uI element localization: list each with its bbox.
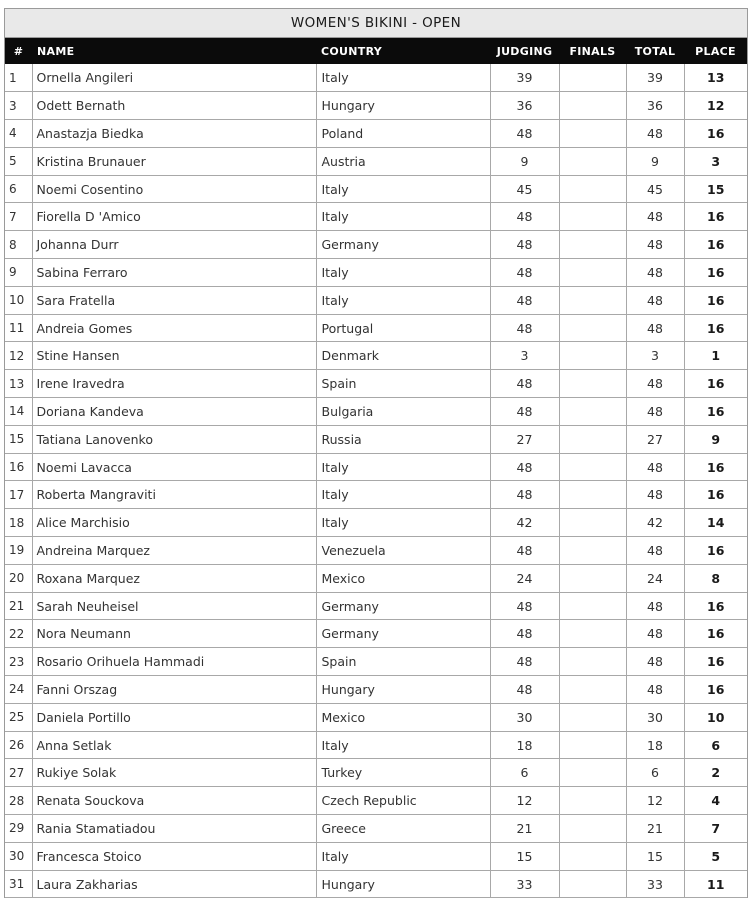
- cell-name: Sara Fratella: [32, 286, 316, 314]
- cell-place: 6: [684, 731, 747, 759]
- cell-number: 8: [5, 231, 32, 259]
- table-row: [5, 842, 747, 870]
- cell-place: 4: [684, 787, 747, 815]
- table-row: [5, 815, 747, 843]
- cell-judging: 48: [490, 286, 559, 314]
- cell-total: 48: [626, 648, 684, 676]
- table-row: [5, 370, 747, 398]
- table-row: [5, 259, 747, 287]
- table-row: [5, 286, 747, 314]
- cell-place: 16: [684, 592, 747, 620]
- cell-judging: 48: [490, 259, 559, 287]
- cell-place: 16: [684, 620, 747, 648]
- cell-finals: [559, 175, 626, 203]
- cell-country: Turkey: [316, 759, 490, 787]
- cell-name: Irene Iravedra: [32, 370, 316, 398]
- cell-finals: [559, 592, 626, 620]
- cell-total: 48: [626, 314, 684, 342]
- cell-total: 48: [626, 370, 684, 398]
- table-row: [5, 592, 747, 620]
- table-row: [5, 787, 747, 815]
- cell-place: 16: [684, 398, 747, 426]
- cell-country: Germany: [316, 620, 490, 648]
- cell-name: Francesca Stoico: [32, 842, 316, 870]
- cell-name: Nora Neumann: [32, 620, 316, 648]
- table-row: [5, 537, 747, 565]
- cell-total: 3: [626, 342, 684, 370]
- cell-place: 2: [684, 759, 747, 787]
- cell-country: Italy: [316, 175, 490, 203]
- cell-finals: [559, 203, 626, 231]
- table-row: [5, 509, 747, 537]
- table-row: [5, 92, 747, 120]
- cell-country: Portugal: [316, 314, 490, 342]
- cell-finals: [559, 870, 626, 898]
- cell-judging: 48: [490, 231, 559, 259]
- cell-judging: 12: [490, 787, 559, 815]
- cell-judging: 48: [490, 370, 559, 398]
- cell-finals: [559, 703, 626, 731]
- header-name: NAME: [37, 44, 75, 58]
- cell-judging: 21: [490, 815, 559, 843]
- table-row: [5, 203, 747, 231]
- cell-place: 16: [684, 481, 747, 509]
- cell-number: 6: [5, 175, 32, 203]
- cell-judging: 48: [490, 453, 559, 481]
- cell-finals: [559, 648, 626, 676]
- cell-judging: 9: [490, 147, 559, 175]
- table-row: [5, 759, 747, 787]
- cell-judging: 30: [490, 703, 559, 731]
- cell-number: 17: [5, 481, 32, 509]
- cell-total: 36: [626, 92, 684, 120]
- table-row: [5, 564, 747, 592]
- cell-number: 29: [5, 815, 32, 843]
- cell-name: Fanni Orszag: [32, 676, 316, 704]
- cell-finals: [559, 92, 626, 120]
- cell-country: Italy: [316, 64, 490, 92]
- cell-total: 48: [626, 398, 684, 426]
- cell-finals: [559, 425, 626, 453]
- cell-name: Ornella Angileri: [32, 64, 316, 92]
- cell-number: 3: [5, 92, 32, 120]
- cell-total: 48: [626, 620, 684, 648]
- table-row: [5, 64, 747, 92]
- cell-finals: [559, 787, 626, 815]
- cell-country: Czech Republic: [316, 787, 490, 815]
- cell-place: 16: [684, 314, 747, 342]
- table-row: [5, 398, 747, 426]
- results-sheet: [4, 8, 748, 898]
- cell-number: 16: [5, 453, 32, 481]
- table-row: [5, 314, 747, 342]
- cell-name: Kristina Brunauer: [32, 147, 316, 175]
- header-total: TOTAL: [634, 44, 676, 58]
- cell-total: 48: [626, 592, 684, 620]
- cell-place: 12: [684, 92, 747, 120]
- cell-total: 48: [626, 537, 684, 565]
- cell-number: 14: [5, 398, 32, 426]
- cell-number: 21: [5, 592, 32, 620]
- cell-place: 5: [684, 842, 747, 870]
- cell-number: 4: [5, 120, 32, 148]
- cell-finals: [559, 537, 626, 565]
- cell-country: Venezuela: [316, 537, 490, 565]
- cell-place: 15: [684, 175, 747, 203]
- cell-judging: 48: [490, 592, 559, 620]
- cell-country: Italy: [316, 842, 490, 870]
- cell-number: 24: [5, 676, 32, 704]
- cell-finals: [559, 509, 626, 537]
- table-row: [5, 425, 747, 453]
- cell-place: 16: [684, 120, 747, 148]
- cell-number: 19: [5, 537, 32, 565]
- cell-total: 24: [626, 564, 684, 592]
- cell-country: Hungary: [316, 870, 490, 898]
- cell-name: Sabina Ferraro: [32, 259, 316, 287]
- cell-finals: [559, 564, 626, 592]
- cell-finals: [559, 815, 626, 843]
- cell-total: 18: [626, 731, 684, 759]
- cell-total: 21: [626, 815, 684, 843]
- cell-name: Doriana Kandeva: [32, 398, 316, 426]
- cell-country: Bulgaria: [316, 398, 490, 426]
- cell-name: Noemi Cosentino: [32, 175, 316, 203]
- cell-number: 9: [5, 259, 32, 287]
- cell-number: 27: [5, 759, 32, 787]
- cell-number: 26: [5, 731, 32, 759]
- table-row: [5, 481, 747, 509]
- cell-country: Italy: [316, 481, 490, 509]
- cell-name: Laura Zakharias: [32, 870, 316, 898]
- cell-number: 12: [5, 342, 32, 370]
- cell-place: 9: [684, 425, 747, 453]
- cell-name: Tatiana Lanovenko: [32, 425, 316, 453]
- cell-number: 11: [5, 314, 32, 342]
- cell-country: Germany: [316, 592, 490, 620]
- cell-judging: 48: [490, 203, 559, 231]
- cell-name: Rosario Orihuela Hammadi: [32, 648, 316, 676]
- cell-judging: 48: [490, 537, 559, 565]
- cell-finals: [559, 120, 626, 148]
- cell-country: Russia: [316, 425, 490, 453]
- cell-total: 48: [626, 481, 684, 509]
- cell-country: Italy: [316, 286, 490, 314]
- cell-total: 48: [626, 231, 684, 259]
- cell-name: Andreia Gomes: [32, 314, 316, 342]
- cell-finals: [559, 759, 626, 787]
- cell-judging: 3: [490, 342, 559, 370]
- cell-number: 5: [5, 147, 32, 175]
- cell-total: 30: [626, 703, 684, 731]
- cell-country: Italy: [316, 509, 490, 537]
- cell-finals: [559, 620, 626, 648]
- cell-judging: 48: [490, 398, 559, 426]
- cell-judging: 45: [490, 175, 559, 203]
- cell-total: 42: [626, 509, 684, 537]
- table-row: [5, 231, 747, 259]
- table-row: [5, 120, 747, 148]
- cell-number: 31: [5, 870, 32, 898]
- cell-country: Poland: [316, 120, 490, 148]
- table-row: [5, 676, 747, 704]
- cell-finals: [559, 314, 626, 342]
- cell-finals: [559, 64, 626, 92]
- cell-number: 25: [5, 703, 32, 731]
- cell-place: 16: [684, 453, 747, 481]
- header-number: #: [13, 44, 24, 58]
- table-row: [5, 620, 747, 648]
- table-row: [5, 175, 747, 203]
- cell-finals: [559, 676, 626, 704]
- cell-place: 8: [684, 564, 747, 592]
- cell-finals: [559, 370, 626, 398]
- cell-place: 11: [684, 870, 747, 898]
- table-row: [5, 870, 747, 898]
- cell-country: Hungary: [316, 92, 490, 120]
- header-country: COUNTRY: [321, 44, 382, 58]
- cell-judging: 48: [490, 648, 559, 676]
- cell-country: Austria: [316, 147, 490, 175]
- cell-finals: [559, 453, 626, 481]
- cell-country: Italy: [316, 203, 490, 231]
- cell-place: 13: [684, 64, 747, 92]
- cell-judging: 48: [490, 481, 559, 509]
- cell-name: Anastazja Biedka: [32, 120, 316, 148]
- results-table: [5, 38, 747, 898]
- cell-judging: 24: [490, 564, 559, 592]
- cell-total: 48: [626, 203, 684, 231]
- cell-number: 1: [5, 64, 32, 92]
- table-body: [5, 64, 747, 898]
- cell-total: 33: [626, 870, 684, 898]
- cell-name: Anna Setlak: [32, 731, 316, 759]
- cell-total: 9: [626, 147, 684, 175]
- cell-finals: [559, 286, 626, 314]
- cell-finals: [559, 231, 626, 259]
- table-title: WOMEN'S BIKINI - OPEN: [5, 8, 747, 38]
- cell-place: 16: [684, 231, 747, 259]
- cell-finals: [559, 147, 626, 175]
- cell-country: Greece: [316, 815, 490, 843]
- cell-place: 16: [684, 648, 747, 676]
- cell-number: 15: [5, 425, 32, 453]
- cell-number: 28: [5, 787, 32, 815]
- cell-total: 48: [626, 259, 684, 287]
- cell-judging: 36: [490, 92, 559, 120]
- cell-name: Sarah Neuheisel: [32, 592, 316, 620]
- cell-place: 1: [684, 342, 747, 370]
- table-row: [5, 703, 747, 731]
- cell-country: Spain: [316, 370, 490, 398]
- cell-finals: [559, 731, 626, 759]
- header-finals: FINALS: [569, 44, 616, 58]
- header-place: PLACE: [695, 44, 736, 58]
- cell-judging: 15: [490, 842, 559, 870]
- cell-number: 23: [5, 648, 32, 676]
- cell-country: Mexico: [316, 564, 490, 592]
- cell-judging: 42: [490, 509, 559, 537]
- cell-place: 16: [684, 370, 747, 398]
- cell-country: Italy: [316, 453, 490, 481]
- table-row: [5, 147, 747, 175]
- cell-place: 16: [684, 537, 747, 565]
- cell-judging: 39: [490, 64, 559, 92]
- cell-name: Johanna Durr: [32, 231, 316, 259]
- header-judging: JUDGING: [496, 44, 553, 58]
- cell-country: Mexico: [316, 703, 490, 731]
- cell-number: 20: [5, 564, 32, 592]
- cell-place: 14: [684, 509, 747, 537]
- cell-name: Roberta Mangraviti: [32, 481, 316, 509]
- table-header: [5, 38, 747, 64]
- cell-finals: [559, 398, 626, 426]
- cell-judging: 48: [490, 120, 559, 148]
- cell-place: 16: [684, 286, 747, 314]
- table-row: [5, 342, 747, 370]
- cell-country: Germany: [316, 231, 490, 259]
- cell-judging: 48: [490, 620, 559, 648]
- cell-total: 48: [626, 676, 684, 704]
- cell-total: 48: [626, 120, 684, 148]
- cell-country: Italy: [316, 731, 490, 759]
- cell-place: 16: [684, 676, 747, 704]
- cell-judging: 33: [490, 870, 559, 898]
- table-row: [5, 731, 747, 759]
- cell-country: Italy: [316, 259, 490, 287]
- cell-country: Spain: [316, 648, 490, 676]
- cell-name: Noemi Lavacca: [32, 453, 316, 481]
- cell-total: 6: [626, 759, 684, 787]
- cell-judging: 27: [490, 425, 559, 453]
- cell-name: Rukiye Solak: [32, 759, 316, 787]
- cell-name: Alice Marchisio: [32, 509, 316, 537]
- cell-number: 10: [5, 286, 32, 314]
- cell-name: Rania Stamatiadou: [32, 815, 316, 843]
- cell-place: 16: [684, 259, 747, 287]
- cell-name: Stine Hansen: [32, 342, 316, 370]
- cell-country: Hungary: [316, 676, 490, 704]
- cell-total: 45: [626, 175, 684, 203]
- cell-number: 13: [5, 370, 32, 398]
- cell-name: Renata Souckova: [32, 787, 316, 815]
- cell-place: 7: [684, 815, 747, 843]
- cell-judging: 18: [490, 731, 559, 759]
- table-row: [5, 648, 747, 676]
- cell-total: 39: [626, 64, 684, 92]
- cell-total: 15: [626, 842, 684, 870]
- cell-total: 48: [626, 286, 684, 314]
- cell-place: 3: [684, 147, 747, 175]
- cell-name: Roxana Marquez: [32, 564, 316, 592]
- cell-place: 16: [684, 203, 747, 231]
- cell-name: Andreina Marquez: [32, 537, 316, 565]
- cell-finals: [559, 842, 626, 870]
- cell-name: Odett Bernath: [32, 92, 316, 120]
- cell-finals: [559, 481, 626, 509]
- header-row: [5, 38, 747, 64]
- cell-judging: 48: [490, 676, 559, 704]
- cell-number: 18: [5, 509, 32, 537]
- cell-number: 30: [5, 842, 32, 870]
- cell-total: 27: [626, 425, 684, 453]
- cell-judging: 48: [490, 314, 559, 342]
- cell-name: Daniela Portillo: [32, 703, 316, 731]
- cell-number: 22: [5, 620, 32, 648]
- cell-name: Fiorella D 'Amico: [32, 203, 316, 231]
- cell-judging: 6: [490, 759, 559, 787]
- cell-total: 48: [626, 453, 684, 481]
- cell-number: 7: [5, 203, 32, 231]
- cell-finals: [559, 259, 626, 287]
- table-row: [5, 453, 747, 481]
- cell-place: 10: [684, 703, 747, 731]
- cell-country: Denmark: [316, 342, 490, 370]
- cell-finals: [559, 342, 626, 370]
- cell-total: 12: [626, 787, 684, 815]
